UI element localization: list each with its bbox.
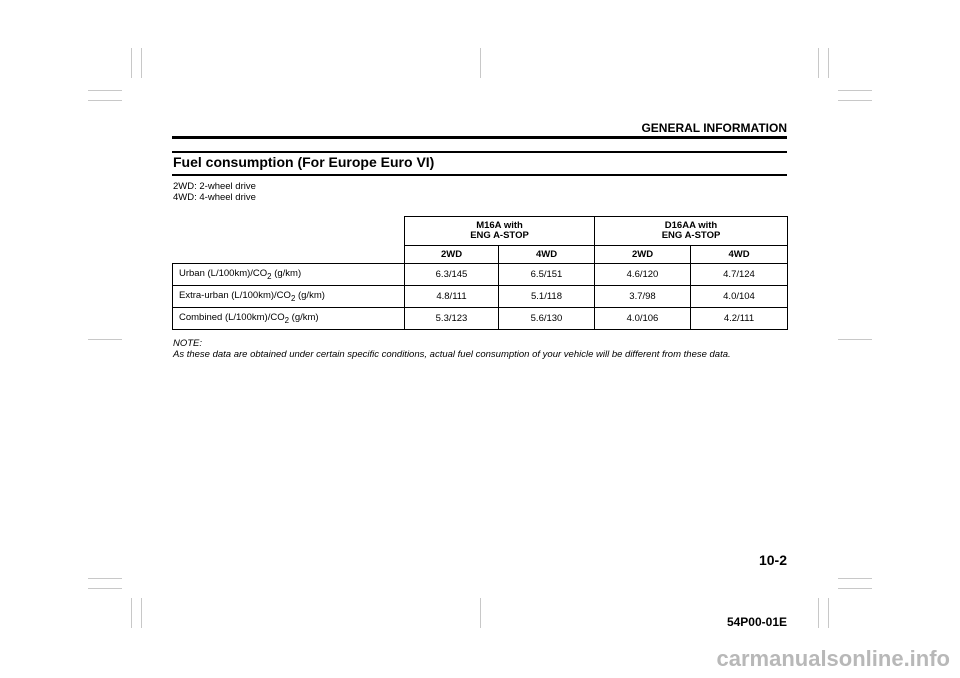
crop-mark bbox=[838, 578, 872, 579]
crop-mark bbox=[88, 100, 122, 101]
drive-header-cell: 4WD bbox=[691, 246, 788, 264]
note bbox=[173, 338, 731, 360]
crop-mark bbox=[838, 90, 872, 91]
engine-header-d16aa: D16AA with ENG A-STOP bbox=[595, 217, 788, 246]
table-cell: 5.6/130 bbox=[499, 308, 595, 330]
crop-mark bbox=[480, 48, 481, 78]
engine-header-row bbox=[173, 217, 788, 246]
table-cell: 4.6/120 bbox=[595, 264, 691, 286]
table-corner-blank bbox=[173, 217, 405, 264]
crop-mark bbox=[88, 339, 122, 340]
crop-mark bbox=[828, 598, 829, 628]
table-cell: 4.8/111 bbox=[405, 286, 499, 308]
drive-header-cell: 2WD bbox=[595, 246, 691, 264]
section-header: GENERAL INFORMATION bbox=[641, 121, 787, 135]
table-row-urban bbox=[173, 264, 788, 286]
table-cell: 4.0/106 bbox=[595, 308, 691, 330]
watermark: carmanualsonline.info bbox=[716, 646, 950, 671]
crop-mark bbox=[88, 578, 122, 579]
abbreviation-list bbox=[173, 181, 256, 203]
page-number: 10-2 bbox=[758, 552, 787, 568]
drive-header-cell: 4WD bbox=[499, 246, 595, 264]
crop-mark bbox=[838, 100, 872, 101]
note-text: As these data are obtained under certain specific conditions, actual fuel consumption of your vehicle will be different from these data. bbox=[173, 349, 731, 360]
table-cell: 4.7/124 bbox=[691, 264, 788, 286]
table-cell: 6.3/145 bbox=[405, 264, 499, 286]
crop-mark bbox=[818, 598, 819, 628]
page-title: Fuel consumption (For Europe Euro VI) bbox=[173, 154, 435, 170]
drive-header-cell: 2WD bbox=[405, 246, 499, 264]
table-cell: 5.3/123 bbox=[405, 308, 499, 330]
table-cell: 5.1/118 bbox=[499, 286, 595, 308]
crop-mark bbox=[828, 48, 829, 78]
crop-mark bbox=[838, 588, 872, 589]
crop-mark bbox=[480, 598, 481, 628]
row-label: Combined $(L/100km)/CO_2$ (g/km) bbox=[173, 308, 405, 330]
crop-mark bbox=[131, 598, 132, 628]
abbreviation-4wd: 4WD: 4-wheel drive bbox=[173, 192, 256, 203]
crop-mark bbox=[141, 598, 142, 628]
title-top-rule bbox=[172, 151, 787, 153]
document-code: 54P00-01E bbox=[726, 615, 787, 629]
crop-mark bbox=[88, 90, 122, 91]
table-row-combined bbox=[173, 308, 788, 330]
row-label: Urban $(L/100km)/CO_2$ (g/km) bbox=[173, 264, 405, 286]
abbreviation-2wd: 2WD: 2-wheel drive bbox=[173, 181, 256, 192]
crop-mark bbox=[818, 48, 819, 78]
crop-mark bbox=[88, 588, 122, 589]
crop-mark bbox=[838, 339, 872, 340]
table-cell: 4.0/104 bbox=[691, 286, 788, 308]
table-cell: 4.2/111 bbox=[691, 308, 788, 330]
note-heading: NOTE: bbox=[173, 338, 203, 349]
engine-header-m16a: M16A with ENG A-STOP bbox=[405, 217, 595, 246]
crop-mark bbox=[141, 48, 142, 78]
row-label: Extra-urban $(L/100km)/CO_2$ (g/km) bbox=[173, 286, 405, 308]
header-rule bbox=[172, 136, 787, 139]
fuel-consumption-table bbox=[172, 216, 788, 330]
title-bottom-rule bbox=[172, 174, 787, 176]
crop-mark bbox=[131, 48, 132, 78]
table-row-extra-urban bbox=[173, 286, 788, 308]
table-cell: 6.5/151 bbox=[499, 264, 595, 286]
table-cell: 3.7/98 bbox=[595, 286, 691, 308]
